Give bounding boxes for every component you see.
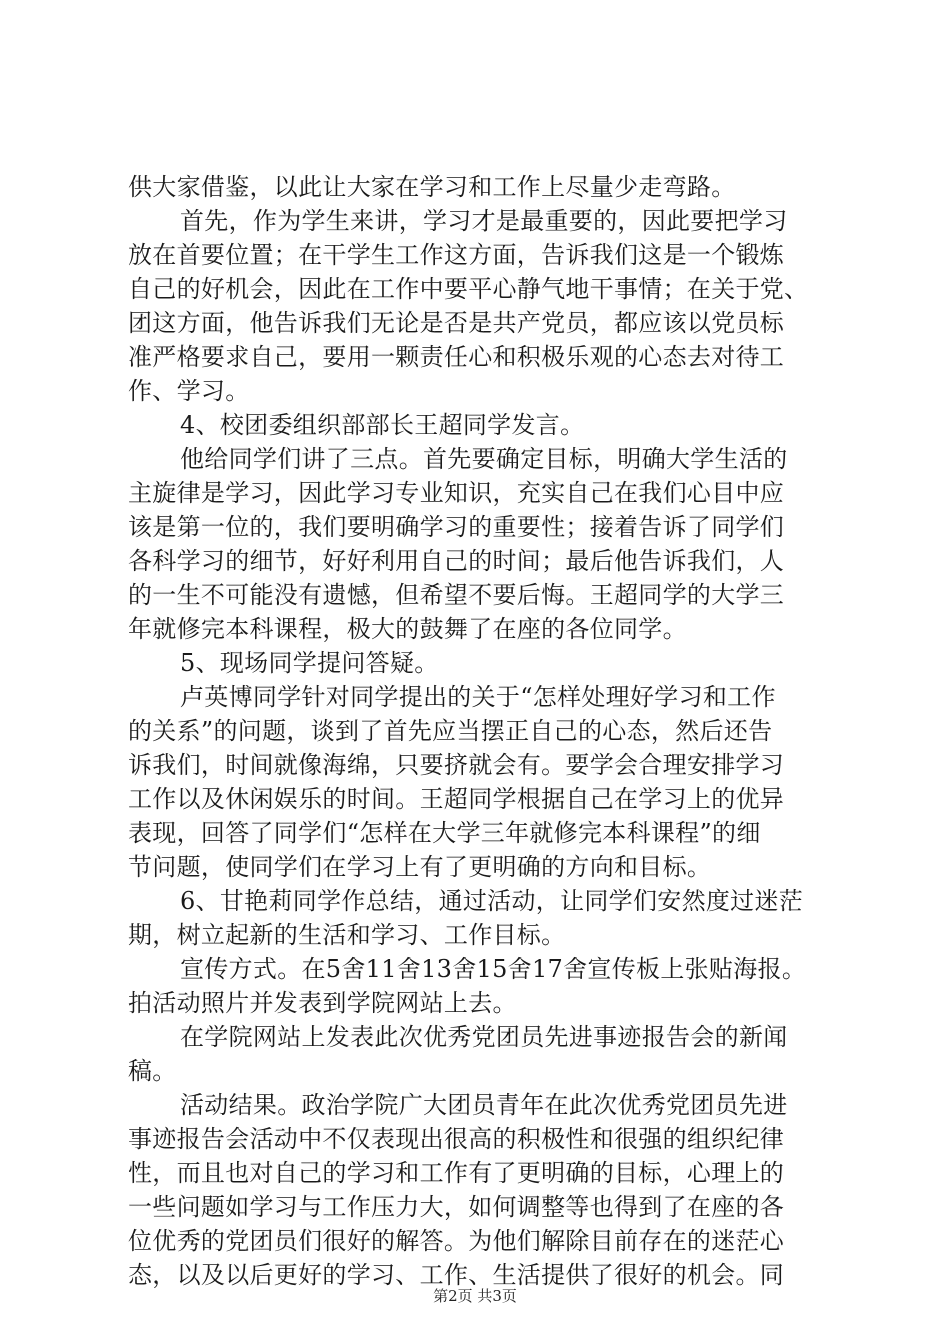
text-line: 的一生不可能没有遗憾，但希望不要后悔。王超同学的大学三 [128,581,785,609]
paragraph-start: 他给同学们讲了三点。首先要确定目标，明确大学生活的 [180,445,788,473]
text-line: 准严格要求自己，要用一颗责任心和积极乐观的心态去对待工 [128,343,785,371]
paragraph-start: 宣传方式。在5舍11舍13舍15舍17舍宣传板上张贴海报。 [180,955,807,983]
section-heading: 5、现场同学提问答疑。 [180,649,439,677]
text-line: 拍活动照片并发表到学院网站上去。 [128,989,517,1017]
text-line: 主旋律是学习，因此学习专业知识，充实自己在我们心目中应 [128,479,785,507]
text-line: 表现，回答了同学们“怎样在大学三年就修完本科课程”的细 [128,819,761,847]
text-line: 的关系”的问题，谈到了首先应当摆正自己的心态，然后还告 [128,717,773,745]
text-line: 性，而且也对自己的学习和工作有了更明确的目标，心理上的 [128,1159,785,1187]
paragraph-start: 卢英博同学针对同学提出的关于“怎样处理好学习和工作 [180,683,776,711]
paragraph-start: 首先，作为学生来讲，学习才是最重要的，因此要把学习 [180,207,788,235]
text-line: 期，树立起新的生活和学习、工作目标。 [128,921,566,949]
text-line: 位优秀的党团员们很好的解答。为他们解除目前存在的迷茫心 [128,1227,785,1255]
text-line: 事迹报告会活动中不仅表现出很高的积极性和很强的组织纪律 [128,1125,785,1153]
text-line: 该是第一位的，我们要明确学习的重要性；接着告诉了同学们 [128,513,785,541]
paragraph-start: 活动结果。政治学院广大团员青年在此次优秀党团员先进 [180,1091,788,1119]
text-line: 供大家借鉴，以此让大家在学习和工作上尽量少走弯路。 [128,173,736,201]
section-heading: 6、甘艳莉同学作总结，通过活动，让同学们安然度过迷茫 [180,887,804,915]
paragraph-start: 在学院网站上发表此次优秀党团员先进事迹报告会的新闻 [180,1023,788,1051]
text-line: 作、学习。 [128,377,250,405]
text-line: 诉我们，时间就像海绵，只要挤就会有。要学会合理安排学习 [128,751,785,779]
text-line: 工作以及休闲娱乐的时间。王超同学根据自己在学习上的优异 [128,785,785,813]
text-line: 稿。 [128,1057,177,1085]
text-line: 一些问题如学习与工作压力大，如何调整等也得到了在座的各 [128,1193,785,1221]
text-line: 年就修完本科课程，极大的鼓舞了在座的各位同学。 [128,615,687,643]
text-line: 自己的好机会，因此在工作中要平心静气地干事情；在关于党、 [128,275,809,303]
text-line: 节问题，使同学们在学习上有了更明确的方向和目标。 [128,853,712,881]
text-line: 放在首要位置；在干学生工作这方面，告诉我们这是一个锻炼 [128,241,785,269]
text-line: 团这方面，他告诉我们无论是否是共产党员，都应该以党员标 [128,309,785,337]
text-line: 各科学习的细节，好好利用自己的时间；最后他告诉我们，人 [128,547,785,575]
text-line: 态，以及以后更好的学习、工作、生活提供了很好的机会。同 [128,1261,785,1289]
section-heading: 4、校团委组织部部长王超同学发言。 [180,411,585,439]
page-number-footer: 第2页 共3页 [433,1287,517,1305]
